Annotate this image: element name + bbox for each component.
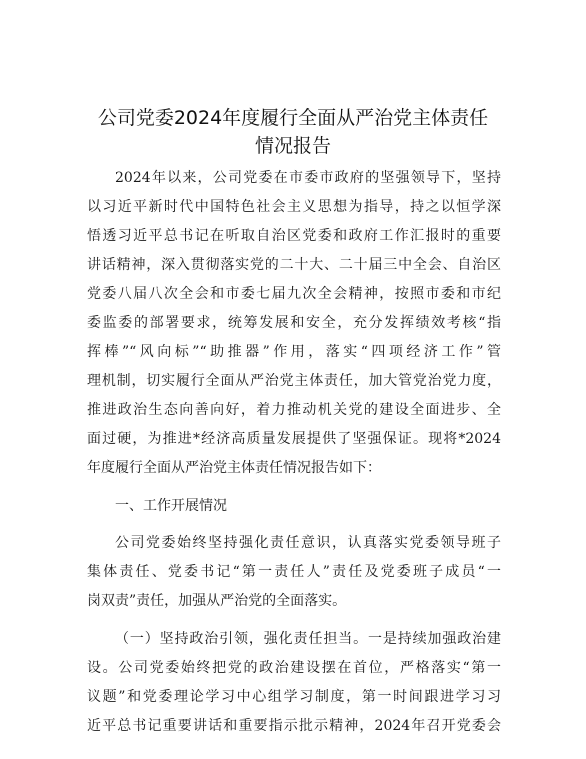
intro-paragraph-line: 年度履行全面从严治党主体责任情况报告如下： [87, 460, 381, 476]
section-paragraph-line: 公司党委始终坚持强化责任意识，认真落实党委领导班子 [115, 535, 501, 551]
intro-paragraph-line: 悟透习近平总书记在听取自治区党委和政府工作汇报时的重要 [87, 228, 501, 244]
section-heading: 一、工作开展情况 [115, 498, 227, 514]
document-title-line-1: 公司党委2024年度履行全面从严治党主体责任 [97, 107, 489, 129]
subsection-paragraph-line: （一）坚持政治引领，强化责任担当。一是持续加强政治建 [115, 631, 501, 647]
intro-paragraph-line: 推进政治生态向善向好，着力推动机关党的建设全面进步、全 [87, 402, 501, 418]
intro-paragraph-line: 以习近平新时代中国特色社会主义思想为指导，持之以恒学深 [87, 199, 501, 215]
intro-paragraph-line: 委监委的部署要求，统筹发展和安全，充分发挥绩效考核“指 [87, 315, 501, 331]
intro-paragraph-line: 2024年以来，公司党委在市委市政府的坚强领导下，坚持 [115, 170, 501, 186]
intro-paragraph-line: 讲话精神，深入贯彻落实党的二十大、二十届三中全会、自治区 [87, 257, 501, 273]
document-title-line-2: 情况报告 [254, 135, 331, 157]
subsection-paragraph-line: 设。公司党委始终把党的政治建设摆在首位，严格落实“第一 [87, 660, 501, 676]
intro-paragraph-line: 挥棒”“风向标”“助推器”作用，落实“四项经济工作”管 [87, 344, 501, 360]
section-paragraph-line: 集体责任、党委书记“第一责任人”责任及党委班子成员“一 [87, 564, 501, 580]
intro-paragraph-line: 党委八届八次全会和市委七届九次全会精神，按照市委和市纪 [87, 286, 501, 302]
intro-paragraph-line: 面过硬，为推进*经济高质量发展提供了坚强保证。现将*2024 [87, 431, 501, 447]
subsection-paragraph-line: 近平总书记重要讲话和重要指示批示精神，2024年召开党委会 [87, 718, 501, 734]
intro-paragraph-line: 理机制，切实履行全面从严治党主体责任，加大管党治党力度， [87, 373, 501, 389]
subsection-paragraph-line: 议题”和党委理论学习中心组学习制度，第一时间跟进学习习 [87, 689, 501, 705]
section-paragraph-line: 岗双责”责任，加强从严治党的全面落实。 [87, 593, 347, 609]
